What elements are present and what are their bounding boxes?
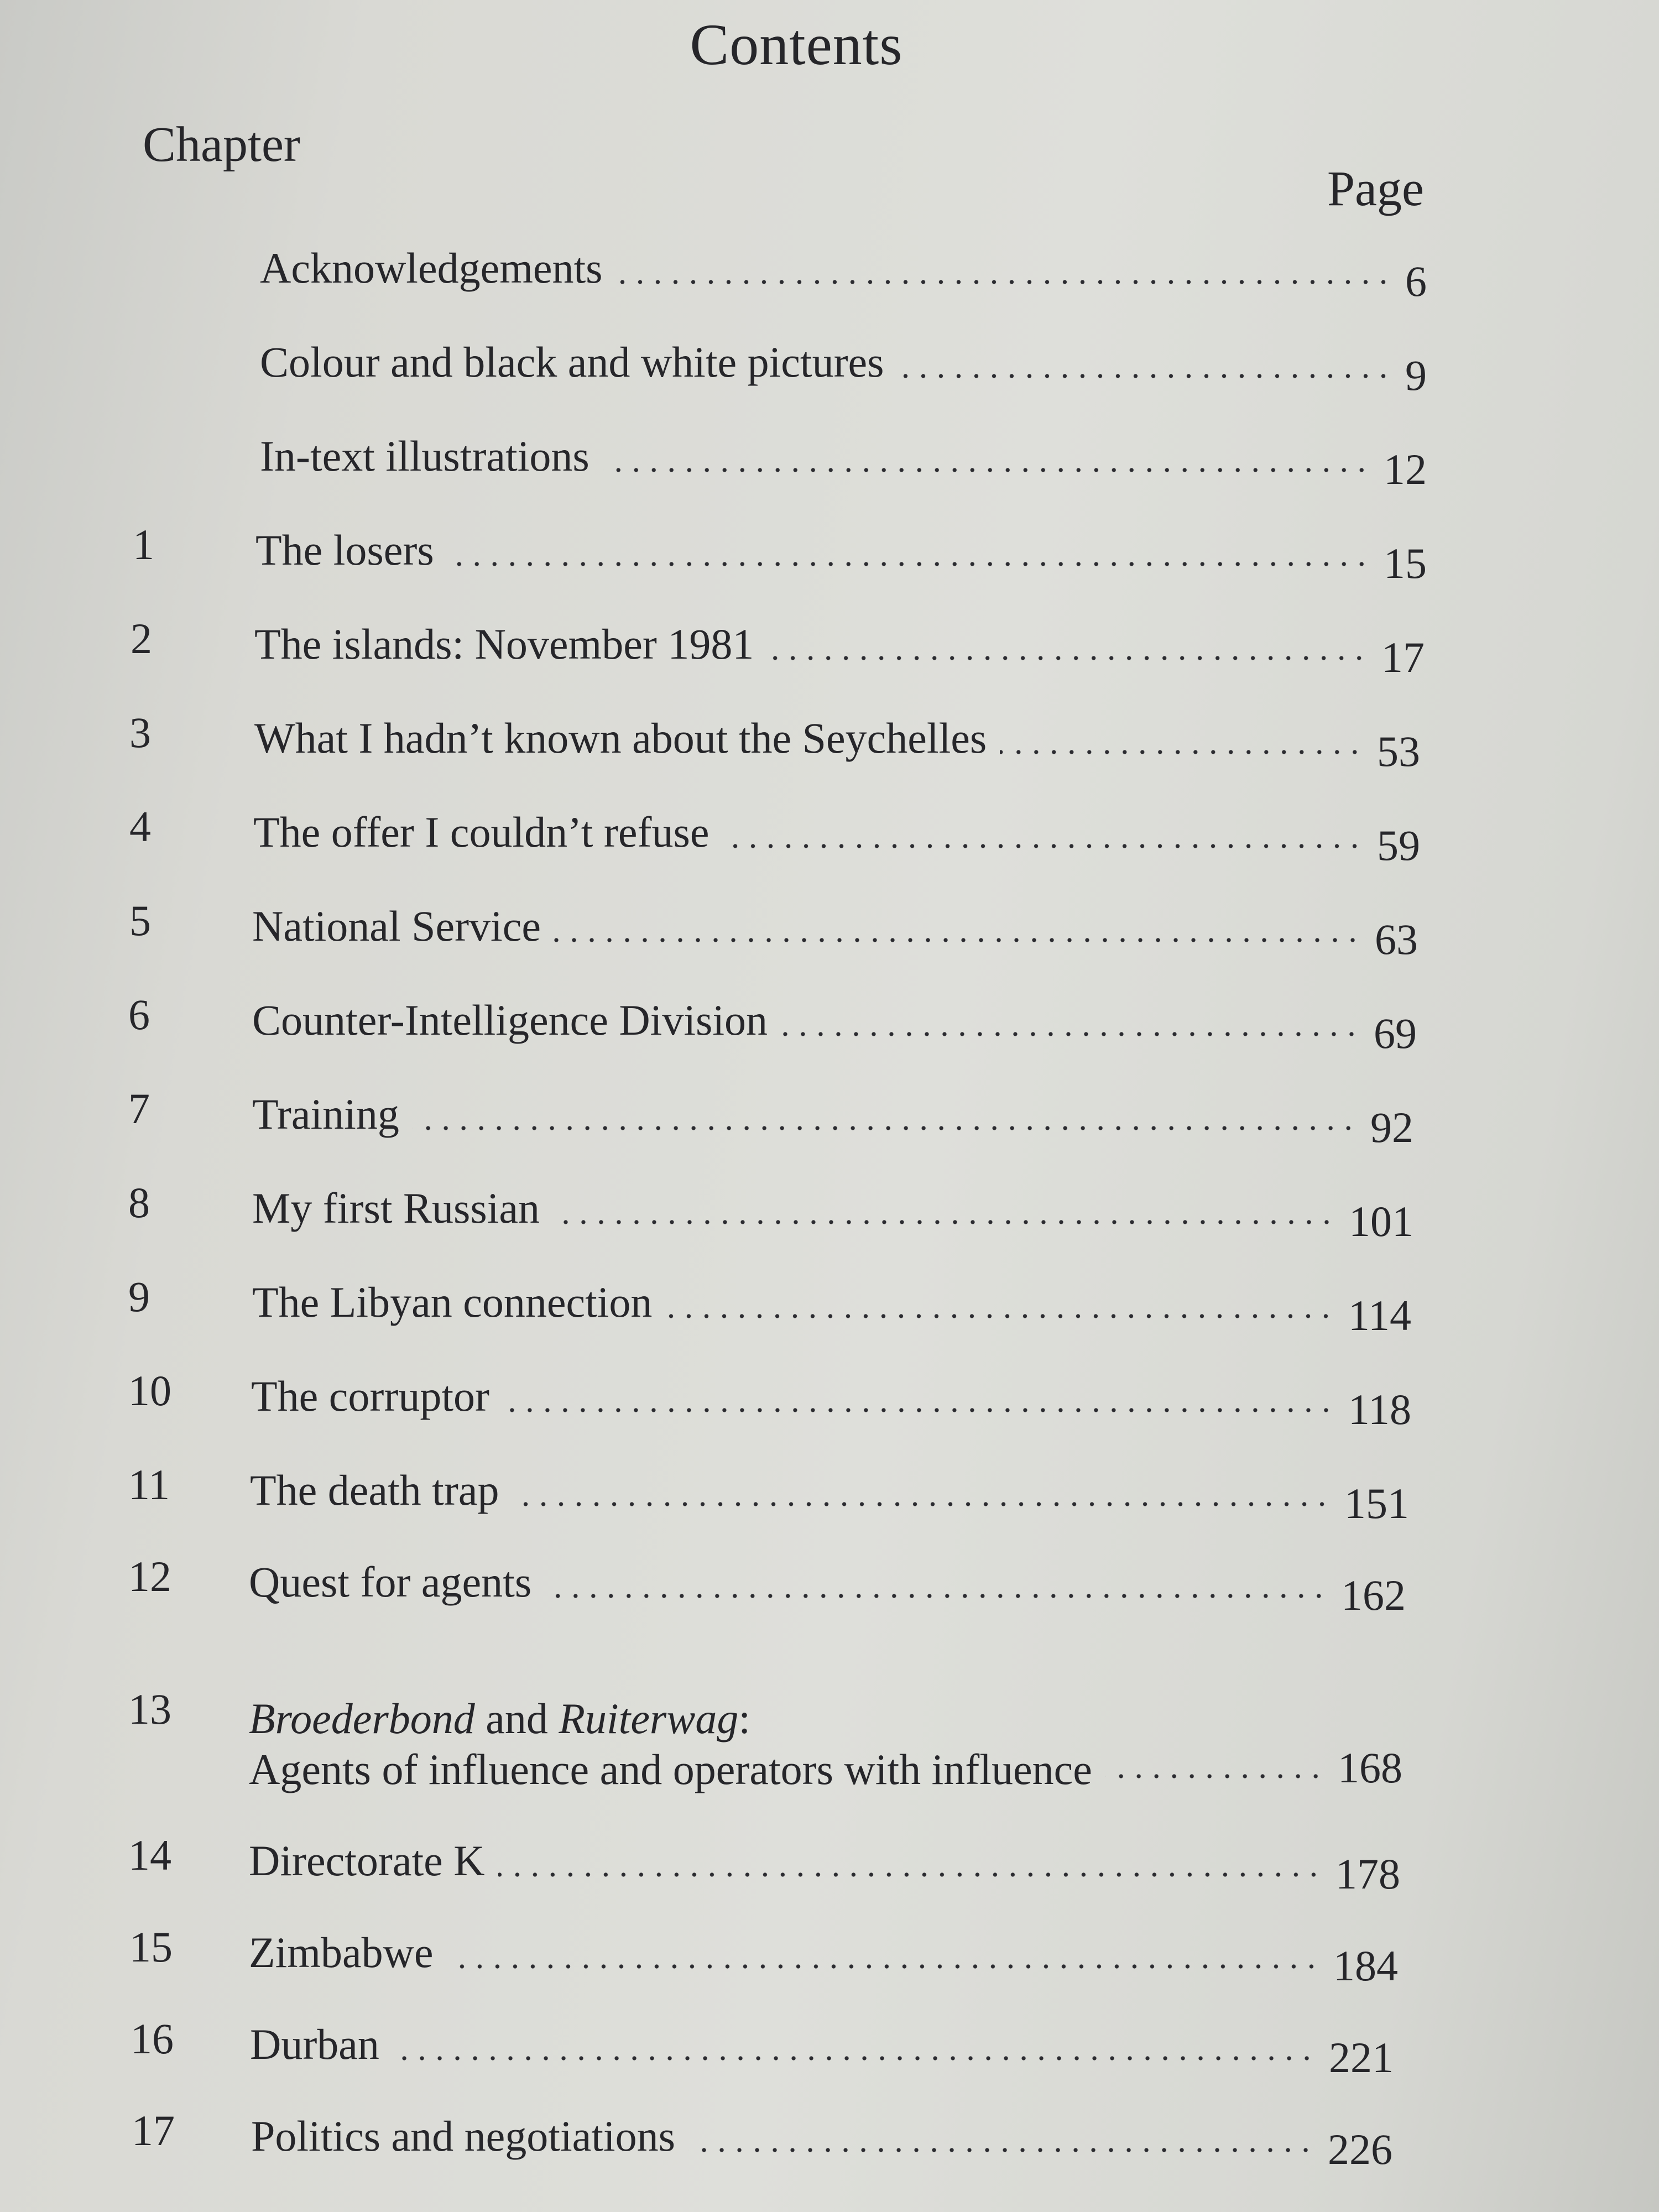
- chapter-number: 10: [128, 1366, 171, 1415]
- toc-entry-row: [249, 1825, 1400, 1898]
- toc-entry-chapter-15: [129, 1917, 1398, 1989]
- entry-page-number: 221: [1329, 2033, 1394, 2081]
- entry-page-number: 168: [1338, 1744, 1402, 1792]
- entry-title: What I hadn’t known about the Seychelles: [254, 714, 987, 762]
- toc-entry-row: [252, 1172, 1413, 1245]
- toc-entry-chapter-17: [132, 2100, 1392, 2172]
- entry-page-number: 59: [1377, 821, 1420, 869]
- entry-page-number: 92: [1370, 1103, 1413, 1151]
- chapter-number: 6: [128, 990, 150, 1039]
- dot-leader: [1000, 750, 1364, 754]
- dot-leader: [545, 1594, 1328, 1598]
- entry-title: Directorate K: [249, 1837, 485, 1885]
- dot-leader: [781, 1032, 1360, 1036]
- entry-page-number: 184: [1333, 1942, 1398, 1990]
- chapter-number: 4: [129, 802, 151, 851]
- title-connector: and: [474, 1694, 559, 1743]
- dot-leader: [665, 1314, 1334, 1318]
- entry-title: The corruptor: [251, 1372, 489, 1420]
- toc-entry-chapter-7: [128, 1078, 1413, 1150]
- toc-entry-chapter-6: [128, 984, 1417, 1056]
- dot-leader: [393, 2056, 1316, 2060]
- toc-entry-row: [250, 1454, 1409, 1527]
- entry-title: My first Russian: [252, 1184, 540, 1232]
- dot-leader: [503, 1408, 1335, 1412]
- entry-title: The islands: November 1981: [254, 620, 754, 668]
- dot-leader: [1105, 1774, 1324, 1778]
- dot-leader: [413, 1126, 1357, 1130]
- entry-page-number: 15: [1384, 539, 1427, 587]
- toc-entry-chapter-12: [128, 1546, 1406, 1618]
- toc-entry-chapter-8: [128, 1172, 1413, 1244]
- toc-entry-chapter-13: [128, 1679, 1402, 1801]
- dot-leader: [767, 656, 1368, 660]
- entry-page-number: 9: [1405, 351, 1427, 399]
- toc-entry-row: [255, 514, 1427, 587]
- toc-entry-chapter-3: [129, 702, 1420, 774]
- toc-entry-row: [252, 984, 1417, 1057]
- chapter-number: 16: [131, 2015, 174, 2063]
- chapter-number: 9: [128, 1272, 150, 1321]
- toc-entry-row: [252, 1078, 1413, 1151]
- toc-entry-chapter-10: [128, 1360, 1411, 1432]
- dot-leader: [447, 1964, 1320, 1969]
- dot-leader: [498, 1872, 1322, 1877]
- toc-entry-chapter-2: [131, 608, 1425, 680]
- toc-entry-row: [249, 1917, 1398, 1990]
- dot-leader: [688, 2148, 1314, 2152]
- entry-title: In-text illustrations: [260, 432, 589, 480]
- toc-entry-chapter-11: [128, 1454, 1409, 1526]
- dot-leader: [722, 844, 1364, 848]
- chapter-number: 11: [128, 1460, 170, 1509]
- entry-title: Colour and black and white pictures: [260, 338, 884, 386]
- entry-page-number: 178: [1335, 1850, 1400, 1898]
- entry-page-number: 63: [1375, 915, 1418, 963]
- dot-leader: [554, 938, 1361, 942]
- toc-entry-pictures: [127, 326, 1427, 398]
- toc-entry-row: [250, 2008, 1394, 2081]
- page-column-heading: Page: [1327, 161, 1424, 216]
- entry-page-number: 101: [1349, 1197, 1413, 1245]
- entry-page-number: 6: [1405, 257, 1427, 305]
- chapter-column-heading: Chapter: [143, 117, 300, 172]
- toc-entry-chapter-14: [128, 1825, 1400, 1897]
- dot-leader: [603, 468, 1370, 472]
- entry-title: National Service: [252, 902, 541, 950]
- toc-entry-illustrations: [127, 420, 1427, 492]
- title-colon: :: [738, 1694, 750, 1743]
- chapter-number: 5: [129, 896, 151, 945]
- entry-title: Training: [252, 1090, 399, 1138]
- entry-title: Durban: [250, 2020, 379, 2068]
- entry-title: Quest for agents: [249, 1558, 532, 1606]
- entry-title: Politics and negotiations: [251, 2112, 675, 2160]
- entry-subtitle: Agents of influence and operators with influence: [249, 1745, 1092, 1793]
- chapter-number: 3: [129, 708, 151, 757]
- toc-entry-row: [254, 608, 1425, 681]
- chapter-number: 8: [128, 1178, 150, 1227]
- toc-entry-row: [260, 326, 1427, 399]
- chapter-number: 13: [128, 1685, 171, 1733]
- dot-leader: [616, 280, 1392, 284]
- toc-entry-row: [251, 2100, 1392, 2173]
- toc-entry-row: [254, 702, 1420, 775]
- toc-entry-chapter-1: [133, 514, 1427, 586]
- entry-page-number: 226: [1328, 2125, 1392, 2173]
- entry-title: The losers: [255, 526, 434, 574]
- entry-title: The death trap: [250, 1466, 499, 1514]
- entry-title: Acknowledgements: [260, 244, 603, 292]
- entry-title: The Libyan connection: [252, 1278, 653, 1326]
- entry-page-number: 114: [1348, 1291, 1411, 1339]
- entry-page-number: 12: [1384, 445, 1427, 493]
- toc-entry-acknowledgements: [127, 232, 1427, 304]
- toc-entry-row: [260, 232, 1427, 305]
- toc-entry-chapter-4: [129, 796, 1420, 868]
- page-title: Contents: [690, 12, 903, 77]
- entry-title: Zimbabwe: [249, 1928, 434, 1976]
- entry-page-number: 53: [1377, 727, 1420, 775]
- dot-leader: [512, 1502, 1331, 1506]
- chapter-number: 2: [131, 614, 152, 662]
- toc-entry-row: [249, 1679, 1402, 1795]
- dot-leader: [553, 1220, 1335, 1224]
- chapter-number: 7: [128, 1084, 150, 1133]
- entry-page-number: 162: [1341, 1571, 1406, 1619]
- chapter-number: 15: [129, 1923, 173, 1971]
- toc-entry-row: [260, 420, 1427, 493]
- italic-term-broederbond: Broederbond: [249, 1694, 475, 1743]
- toc-entry-chapter-16: [131, 2008, 1394, 2080]
- entry-title: The offer I couldn’t refuse: [253, 808, 709, 856]
- dot-leader: [898, 374, 1392, 378]
- toc-entry-row: [249, 1546, 1406, 1619]
- chapter-number: 17: [132, 2106, 175, 2154]
- entry-title: Counter-Intelligence Division: [252, 996, 768, 1044]
- chapter-number: 12: [128, 1552, 171, 1600]
- entry-page-number: 118: [1348, 1385, 1411, 1433]
- toc-entry-row: [251, 1360, 1411, 1433]
- dot-leader: [447, 562, 1370, 566]
- two-line-title: [249, 1693, 1092, 1795]
- toc-entry-row: [252, 1266, 1411, 1339]
- toc-entry-row: [252, 890, 1418, 963]
- entry-page-number: 17: [1381, 633, 1425, 681]
- italic-term-ruiterwag: Ruiterwag: [559, 1694, 739, 1743]
- chapter-number: 14: [128, 1831, 171, 1879]
- entry-page-number: 151: [1344, 1479, 1409, 1527]
- entry-page-number: 69: [1374, 1009, 1417, 1057]
- entry-title-line-1: [249, 1693, 1092, 1744]
- chapter-number: 1: [133, 520, 154, 568]
- toc-entry-chapter-9: [128, 1266, 1411, 1338]
- toc-entry-row: [253, 796, 1420, 869]
- toc-entry-chapter-5: [129, 890, 1418, 962]
